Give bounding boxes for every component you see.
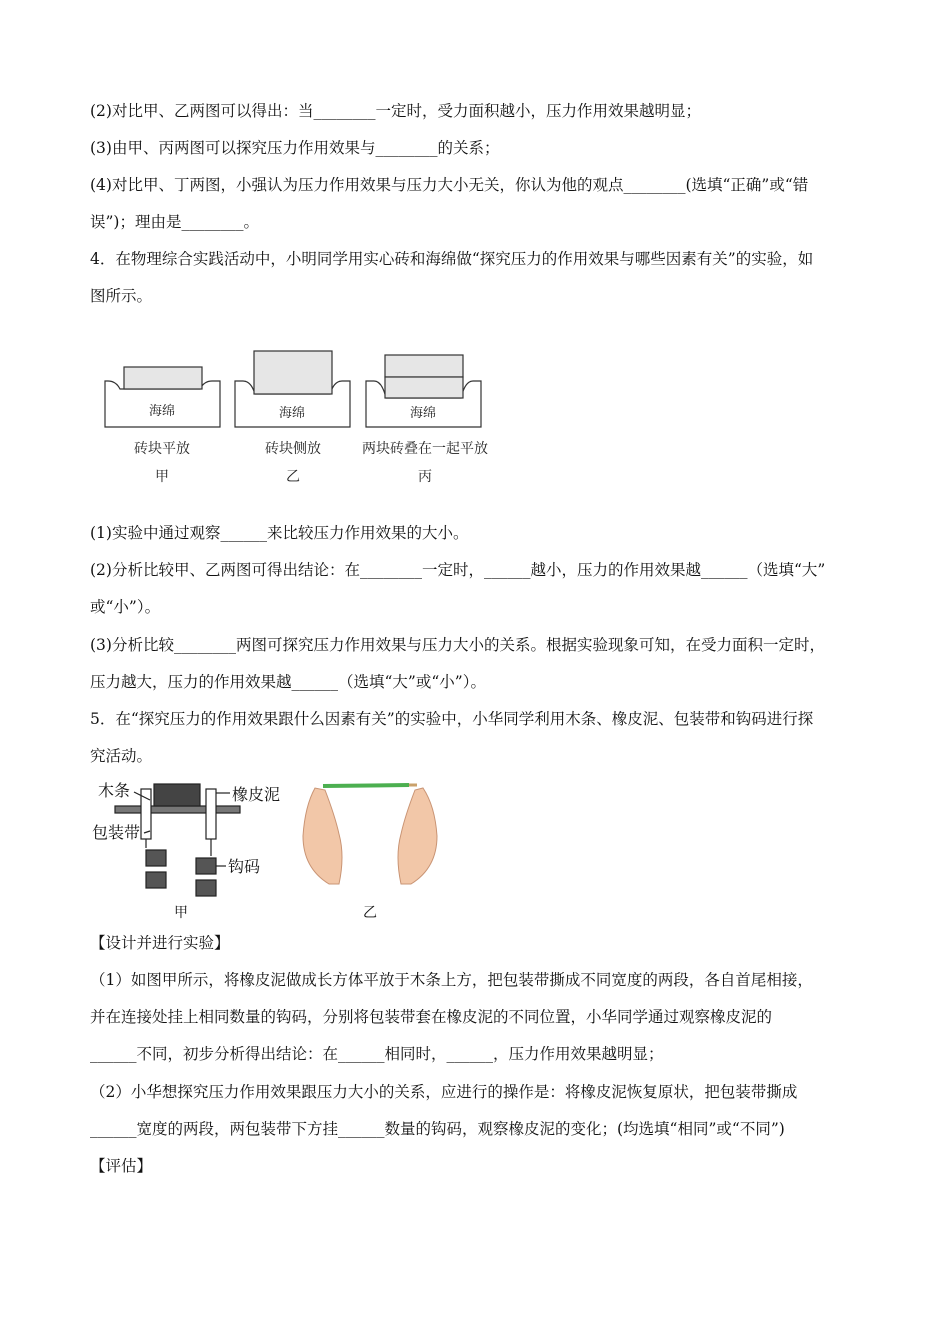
q5-figure-yi: [295, 776, 445, 922]
q5-stem-line2: 究活动。: [90, 747, 153, 765]
sponge-label-bing: 海绵: [409, 406, 437, 421]
label-wood-strip: 木条: [98, 781, 131, 800]
q4-brick-sponge-figure: [100, 345, 500, 490]
q5-stem-line1: 5．在“探究压力的作用效果跟什么因素有关”的实验中，小华同学利用木条、橡皮泥、包装带和钩码进行探: [90, 710, 814, 728]
q3-item-4-line2: 误”)；理由是________。: [90, 213, 259, 231]
q4-item-1: (1)实验中通过观察______来比较压力作用效果的大小。: [90, 524, 469, 542]
q3-item-3: (3)由甲、丙两图可以探究压力作用效果与________的关系；: [90, 139, 500, 157]
label-tape: 包装带: [92, 823, 141, 842]
q4-item-2-line1: (2)分析比较甲、乙两图可得出结论：在________一定时，______越小，压力的作用效果越______（选填“大”: [90, 561, 826, 579]
name-yi: 乙: [286, 469, 300, 485]
q4-item-3-line2: 压力越大，压力的作用效果越______（选填“大”或“小”）。: [90, 673, 486, 691]
name-q5-jia: 甲: [174, 905, 188, 921]
sponge-label-jia: 海绵: [148, 404, 176, 419]
label-clay: 橡皮泥: [232, 785, 281, 804]
caption-yi: 砖块侧放: [265, 441, 321, 457]
caption-bing: 两块砖叠在一起平放: [362, 441, 488, 457]
q5-item-2-line1: （2）小华想探究压力作用效果跟压力大小的关系，应进行的操作是：将橡皮泥恢复原状，把包装带撕成: [90, 1083, 798, 1101]
section-evaluation: 【评估】: [90, 1157, 153, 1175]
q3-item-2: (2)对比甲、乙两图可以得出：当________一定时，受力面积越小，压力作用效果越明显；: [90, 102, 701, 120]
q4-item-2-line2: 或“小”）。: [90, 598, 161, 616]
sponge-label-yi: 海绵: [278, 406, 306, 421]
q4-item-3-line1: (3)分析比较________两图可探究压力作用效果与压力大小的关系。根据实验现象可知，在受力面积一定时，: [90, 636, 825, 654]
name-q5-yi: 乙: [363, 905, 377, 921]
q5-item-1-line2: 并在连接处挂上相同数量的钩码，分别将包装带套在橡皮泥的不同位置，小华同学通过观察橡皮泥的: [90, 1008, 773, 1026]
q5-item-2-line2: ______宽度的两段，两包装带下方挂______数量的钩码，观察橡皮泥的变化；(均选填“相同”或“不同”): [90, 1120, 785, 1138]
q4-stem-line2: 图所示。: [90, 287, 153, 305]
caption-jia: 砖块平放: [134, 441, 190, 457]
q4-stem-line1: 4．在物理综合实践活动中，小明同学用实心砖和海绵做“探究压力的作用效果与哪些因素有关”的实验，如: [90, 250, 814, 268]
q5-figure-jia: [90, 776, 290, 922]
q5-item-1-line1: （1）如图甲所示，将橡皮泥做成长方体平放于木条上方，把包装带撕成不同宽度的两段，各自首尾相接，: [90, 971, 813, 989]
name-bing: 丙: [418, 469, 432, 485]
q5-item-1-line3: ______不同，初步分析得出结论：在______相同时，______，压力作用效果越明显；: [90, 1045, 664, 1063]
label-hook-weight: 钩码: [228, 857, 261, 876]
q3-item-4-line1: (4)对比甲、丁两图，小强认为压力作用效果与压力大小无关，你认为他的观点________(选填“正确”或“错: [90, 176, 809, 194]
name-jia: 甲: [155, 469, 169, 485]
section-design-experiment: 【设计并进行实验】: [90, 934, 230, 952]
